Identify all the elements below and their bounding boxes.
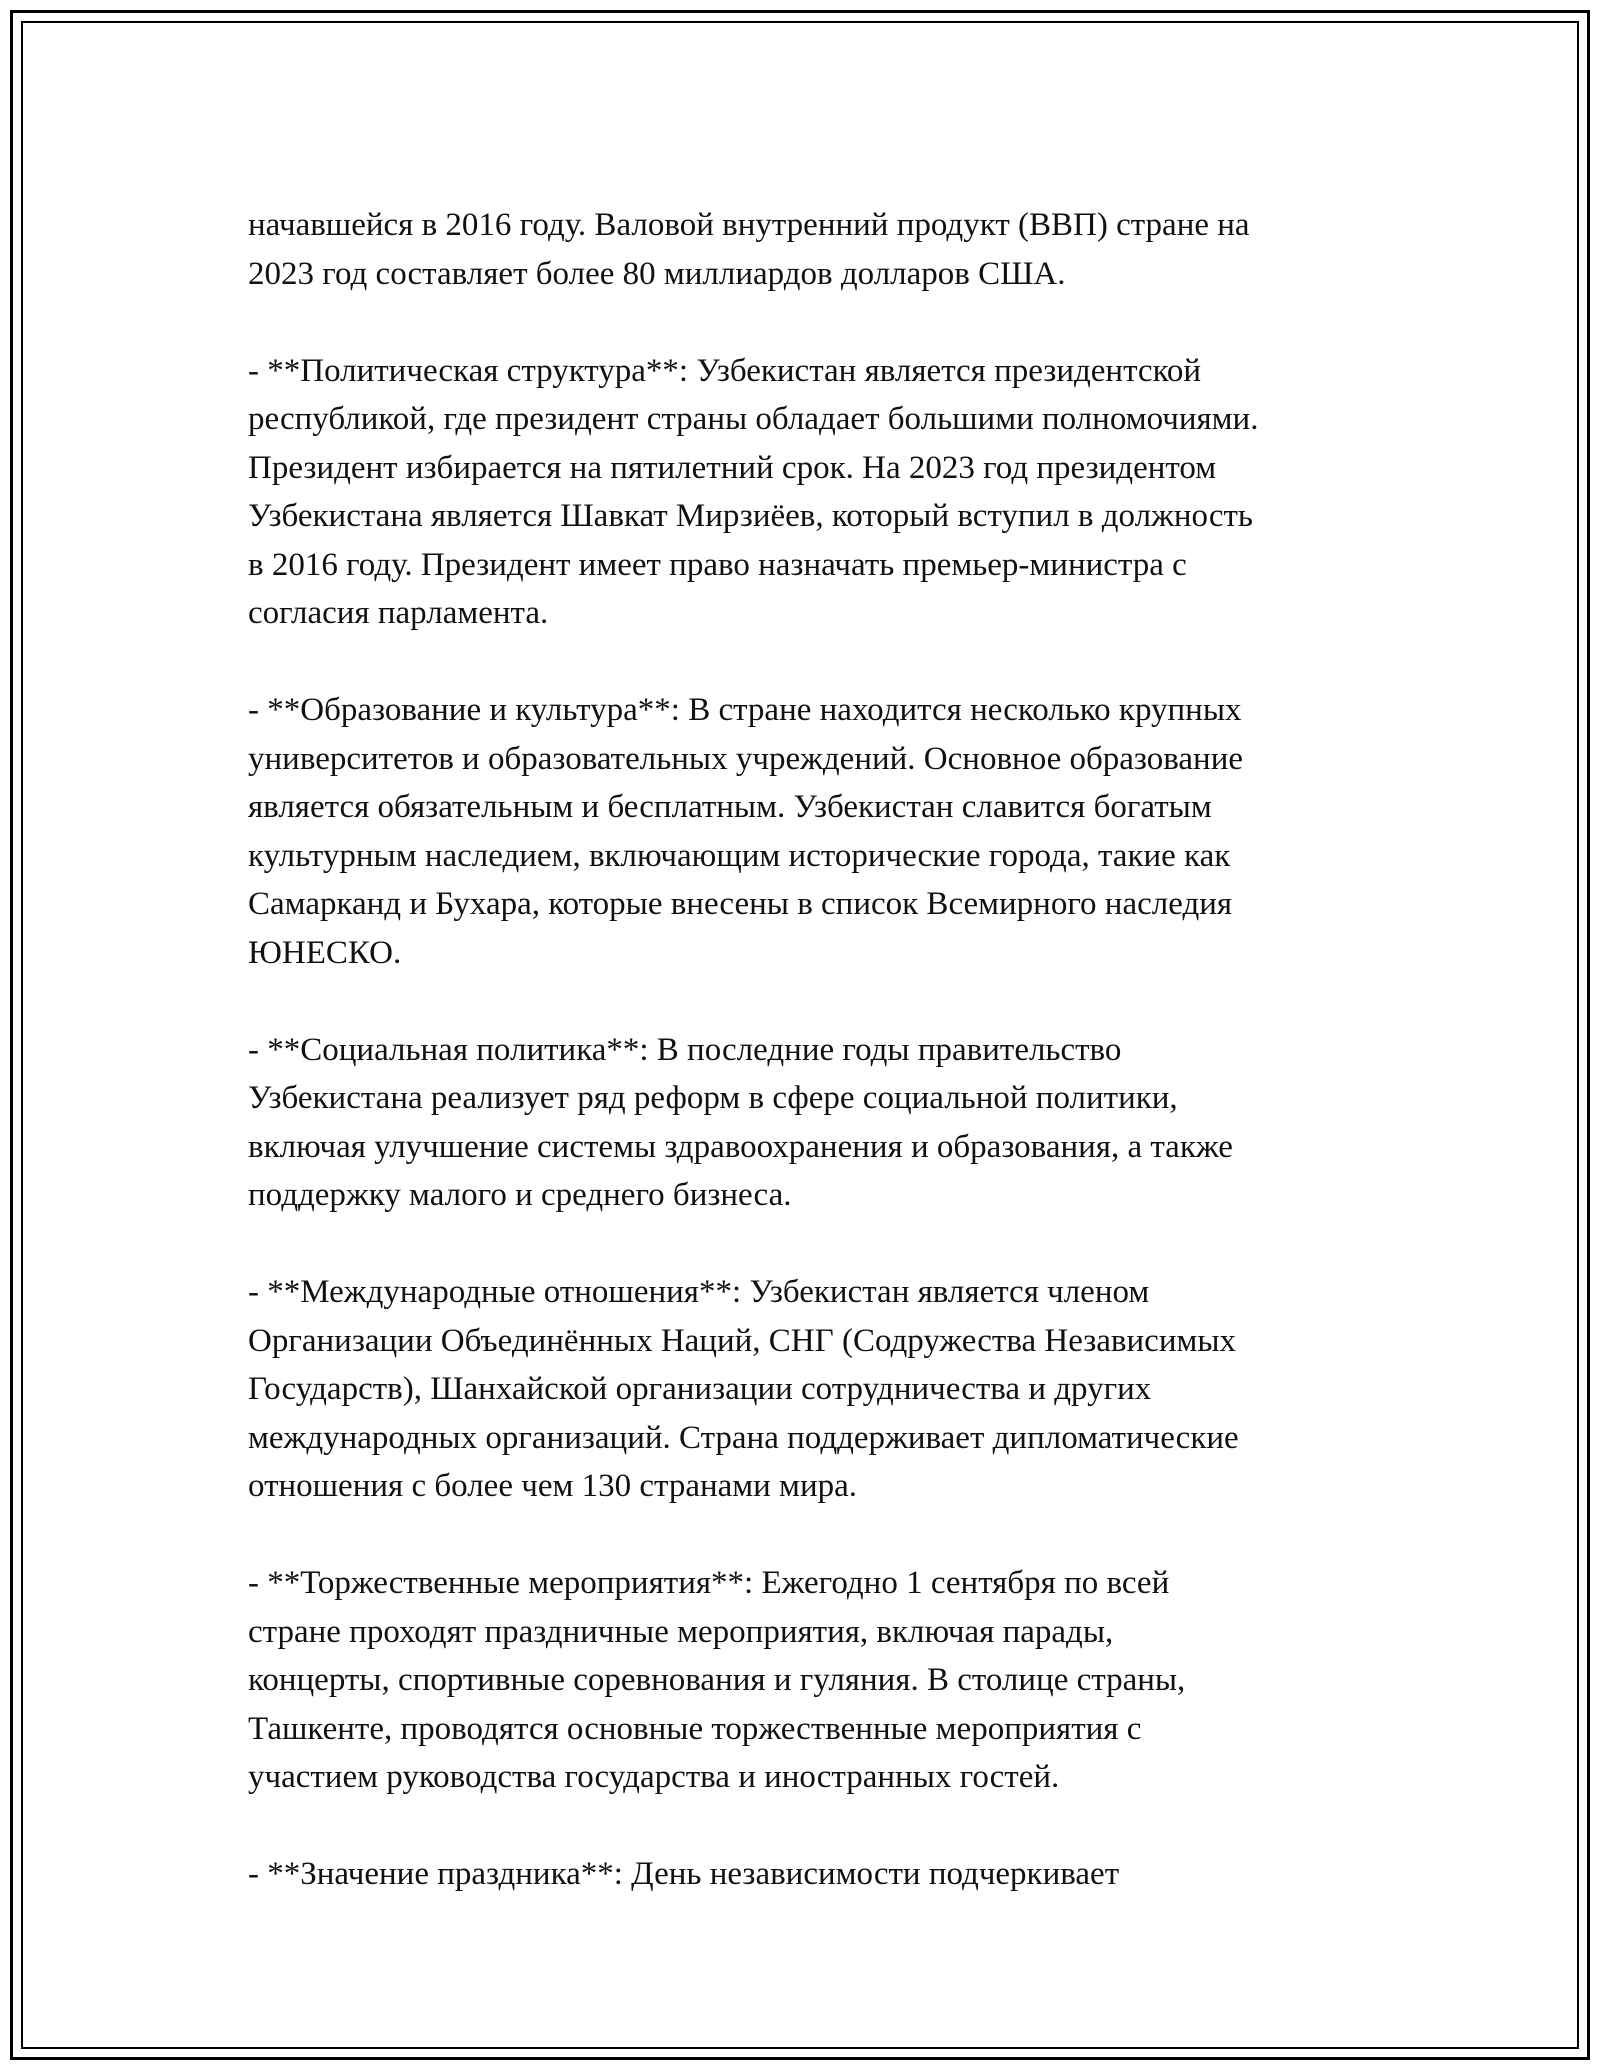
paragraph-political-structure [248,347,1388,638]
paragraph-holiday-meaning [248,1850,1388,1899]
text-line: - **Социальная политика**: В последние годы правительство [248,1031,1122,1068]
text-line: университетов и образовательных учреждений. Основное образование [248,740,1244,777]
text-line: концерты, спортивные соревнования и гуляния. В столице страны, [248,1662,1186,1698]
paragraph-ceremonial-events [248,1559,1388,1802]
text-line: участием руководства государства и иностранных гостей. [248,1759,1060,1795]
text-line: - **Образование и культура**: В стране находится несколько крупных [248,692,1242,728]
text-line: - **Политическая структура**: Узбекистан является президентской [248,352,1202,389]
text-line: международных организаций. Страна поддерживает дипломатические [248,1419,1239,1456]
text-line: - **Международные отношения**: Узбекистан является членом [248,1274,1150,1310]
text-line: Государств), Шанхайской организации сотрудничества и других [248,1371,1152,1407]
text-line: Ташкенте, проводятся основные торжественные мероприятия с [248,1710,1142,1747]
text-line: Узбекистана является Шавкат Мирзиёев, который вступил в должность [248,498,1253,534]
text-line: - **Торжественные мероприятия**: Ежегодно 1 сентября по всей [248,1565,1170,1601]
text-line: 2023 год составляет более 80 миллиардов долларов США. [248,255,1066,292]
text-line: ЮНЕСКО. [248,934,402,971]
text-line: - **Значение праздника**: День независимости подчеркивает [248,1856,1120,1892]
paragraph-education-culture [248,686,1388,977]
page-frame [10,10,1590,2060]
text-line: Организации Объединённых Наций, СНГ (Содружества Независимых [248,1322,1237,1359]
text-line: Узбекистана реализует ряд реформ в сфере социальной политики, [248,1080,1178,1116]
text-line: культурным наследием, включающим исторические города, такие как [248,837,1231,874]
text-line: включая улучшение системы здравоохранения и образования, а также [248,1128,1233,1165]
text-line: Президент избирается на пятилетний срок. На 2023 год президентом [248,449,1217,486]
text-line: согласия парламента. [248,595,549,631]
paragraph-economy-continuation [248,201,1388,298]
text-line: начавшейся в 2016 году. Валовой внутренний продукт (ВВП) стране на [248,207,1250,243]
paragraph-social-policy [248,1026,1388,1220]
text-line: является обязательным и бесплатным. Узбекистан славится богатым [248,789,1212,825]
text-line: стране проходят праздничные мероприятия, включая парады, [248,1613,1114,1650]
paragraph-international-relations [248,1268,1388,1511]
text-line: в 2016 году. Президент имеет право назначать премьер-министра с [248,546,1187,583]
text-line: Самарканд и Бухара, которые внесены в список Всемирного наследия [248,886,1233,922]
text-line: поддержку малого и среднего бизнеса. [248,1177,792,1213]
document-body [248,201,1388,1947]
text-line: республикой, где президент страны обладает большими полномочиями. [248,401,1259,437]
text-line: отношения с более чем 130 странами мира. [248,1468,858,1504]
